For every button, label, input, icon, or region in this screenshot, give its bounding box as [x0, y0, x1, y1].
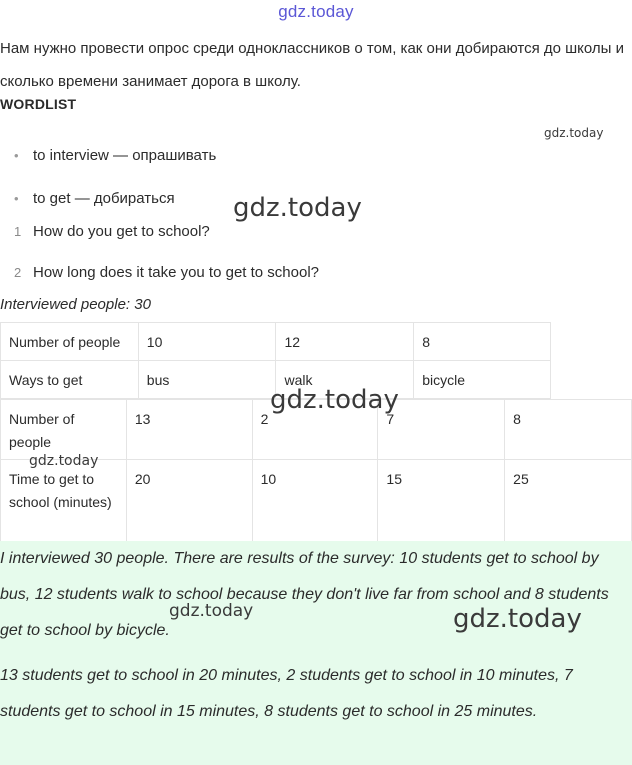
table-cell: 10 — [252, 460, 378, 542]
table-cell: Number of people — [1, 400, 127, 460]
table-cell: 25 — [505, 460, 632, 542]
watermark: gdz.today — [544, 126, 604, 140]
table-cell: bus — [138, 361, 276, 399]
wordlist-item — [14, 190, 175, 207]
question-number: 1 — [14, 224, 22, 239]
table-row — [1, 460, 632, 542]
table-row — [1, 323, 551, 361]
question-number: 2 — [14, 265, 22, 280]
table-cell: 10 — [138, 323, 276, 361]
question-item — [14, 223, 210, 240]
wordlist-item-text: to interview — опрашивать — [33, 147, 217, 164]
wordlist-item-text: to get — добираться — [33, 190, 175, 207]
table-cell: Ways to get — [1, 361, 139, 399]
answer-paragraph: 13 students get to school in 20 minutes, 2 students get to school in 10 minutes, 7 students get to school in 15 minutes, 8 students get to school in 25 minutes. — [0, 667, 573, 720]
question-text: How do you get to school? — [33, 223, 210, 240]
answer-block — [0, 541, 632, 765]
question-item — [14, 264, 319, 281]
site-logo[interactable]: gdz.today — [278, 2, 354, 21]
watermark: gdz.today — [453, 604, 582, 634]
table-cell: 2 — [252, 400, 378, 460]
table-cell: Time to get to school (minutes) — [1, 460, 127, 542]
watermark: gdz.today — [233, 193, 362, 223]
table-cell: 7 — [378, 400, 505, 460]
table-cell: 20 — [126, 460, 252, 542]
table-row — [1, 361, 551, 399]
answer-paragraph: I interviewed 30 people. There are results of the survey: 10 students get to school by bus, 12 students walk to school because they don't live far from school and 8 students get to school by bicycle. — [0, 550, 609, 639]
table-cell: 13 — [126, 400, 252, 460]
question-text: How long does it take you to get to school? — [33, 264, 320, 281]
bullet-icon: • — [14, 148, 19, 163]
table-row — [1, 400, 632, 460]
table-cell: 8 — [414, 323, 551, 361]
watermark: gdz.today — [29, 453, 99, 469]
time-table — [0, 399, 632, 542]
table-cell: 8 — [505, 400, 632, 460]
bullet-icon: • — [14, 191, 19, 206]
wordlist-heading: WORDLIST — [0, 96, 77, 112]
table-cell: bicycle — [414, 361, 551, 399]
table-cell: 15 — [378, 460, 505, 542]
ways-table — [0, 322, 551, 399]
table-cell: walk — [276, 361, 414, 399]
interviewed-count: Interviewed people: 30 — [0, 296, 151, 313]
watermark: gdz.today — [169, 601, 254, 621]
watermark: gdz.today — [270, 385, 399, 415]
table-cell: 12 — [276, 323, 414, 361]
wordlist-item — [14, 147, 216, 164]
table-cell: Number of people — [1, 323, 139, 361]
task-intro: Нам нужно провести опрос среди одноклассников о том, как они добираются до школы и сколько времени занимает дорога в школу. — [0, 40, 624, 90]
